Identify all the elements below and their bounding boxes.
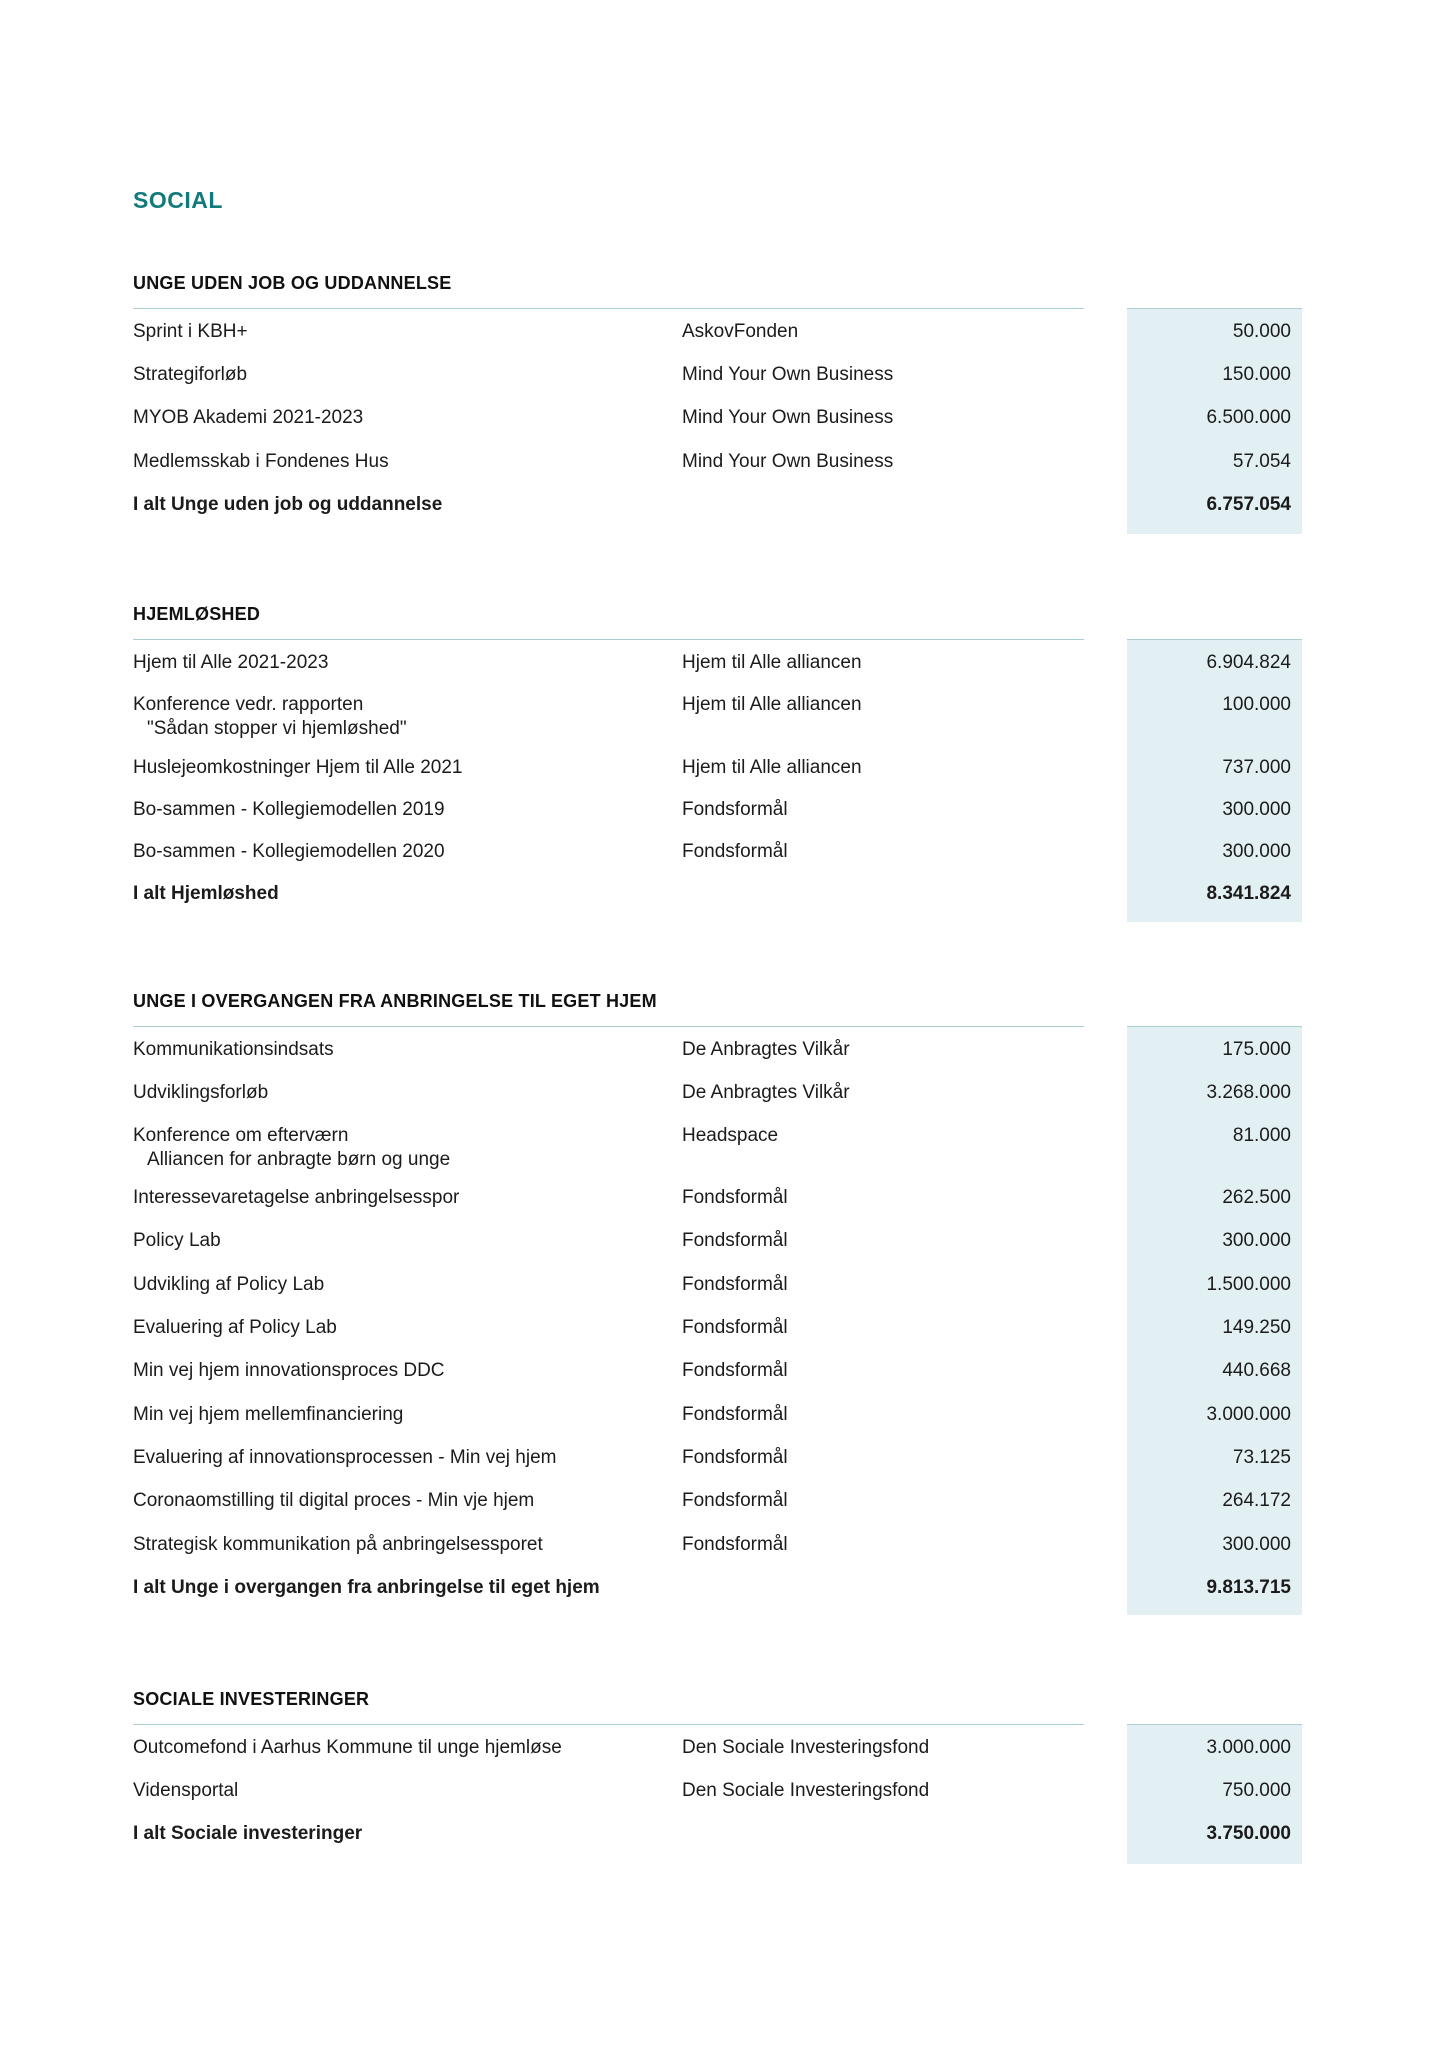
row-recipient: De Anbragtes Vilkår <box>682 1039 850 1060</box>
section-rule <box>133 308 1084 309</box>
section-sociale-investeringer <box>133 1688 1303 1844</box>
row-name: Policy Lab <box>133 1230 221 1251</box>
row-recipient: Mind Your Own Business <box>682 364 894 385</box>
row-amount: 264.172 <box>1222 1490 1291 1511</box>
row-name: Coronaomstilling til digital proces - Min vje hjem <box>133 1490 535 1511</box>
row-name: Evaluering af Policy Lab <box>133 1317 337 1338</box>
total-label: I alt Unge i overgangen fra anbringelse til eget hjem <box>133 1577 600 1598</box>
total-amount: 9.813.715 <box>1206 1577 1291 1598</box>
total-amount: 6.757.054 <box>1206 494 1291 515</box>
row-name: Evaluering af innovationsprocessen - Min vej hjem <box>133 1447 557 1468</box>
section-hjemloshed <box>133 603 1303 904</box>
row-recipient: Hjem til Alle alliancen <box>682 652 862 673</box>
section-heading: UNGE I OVERGANGEN FRA ANBRINGELSE TIL EGET HJEM <box>133 991 657 1011</box>
row-recipient: Mind Your Own Business <box>682 407 894 428</box>
section-unge-uden-job <box>133 272 1303 515</box>
row-amount: 300.000 <box>1222 799 1291 820</box>
row-recipient: Mind Your Own Business <box>682 451 894 472</box>
section-rule <box>133 1026 1084 1027</box>
total-label: I alt Sociale investeringer <box>133 1823 363 1844</box>
row-name <box>133 693 673 741</box>
row-amount: 3.268.000 <box>1206 1082 1291 1103</box>
row-name: Kommunikationsindsats <box>133 1039 334 1060</box>
amount-column-background <box>1127 639 1302 922</box>
row-recipient: Fondsformål <box>682 1447 788 1468</box>
row-name-main: Konference vedr. rapporten <box>133 694 364 715</box>
row-name: MYOB Akademi 2021-2023 <box>133 407 364 428</box>
row-recipient: Fondsformål <box>682 1490 788 1511</box>
row-amount: 750.000 <box>1222 1780 1291 1801</box>
row-name: Medlemsskab i Fondenes Hus <box>133 451 389 472</box>
section-rule <box>133 1724 1084 1725</box>
row-recipient: Fondsformål <box>682 1230 788 1251</box>
row-name-main: Konference om efterværn <box>133 1125 349 1146</box>
row-recipient: Hjem til Alle alliancen <box>682 757 862 778</box>
section-rule <box>133 639 1084 640</box>
row-amount: 440.668 <box>1222 1360 1291 1381</box>
row-amount: 175.000 <box>1222 1039 1291 1060</box>
row-name: Min vej hjem innovationsproces DDC <box>133 1360 445 1381</box>
row-amount: 81.000 <box>1232 1125 1291 1146</box>
row-recipient: Den Sociale Investeringsfond <box>682 1737 930 1758</box>
row-amount: 300.000 <box>1222 1534 1291 1555</box>
row-name: Bo-sammen - Kollegiemodellen 2019 <box>133 799 445 820</box>
row-amount: 737.000 <box>1222 757 1291 778</box>
row-name: Vidensportal <box>133 1780 239 1801</box>
row-amount: 262.500 <box>1222 1187 1291 1208</box>
row-amount: 300.000 <box>1222 841 1291 862</box>
row-name: Huslejeomkostninger Hjem til Alle 2021 <box>133 757 463 778</box>
row-name: Interessevaretagelse anbringelsesspor <box>133 1187 460 1208</box>
row-recipient: Fondsformål <box>682 841 788 862</box>
row-amount: 73.125 <box>1232 1447 1291 1468</box>
row-amount: 3.000.000 <box>1206 1404 1291 1425</box>
row-name: Sprint i KBH+ <box>133 321 248 342</box>
row-recipient: Fondsformål <box>682 1534 788 1555</box>
section-heading: SOCIALE INVESTERINGER <box>133 1689 370 1709</box>
row-recipient: AskovFonden <box>682 321 799 342</box>
row-name: Strategisk kommunikation på anbringelsessporet <box>133 1534 543 1555</box>
page-title: SOCIAL <box>133 187 223 213</box>
row-amount: 300.000 <box>1222 1230 1291 1251</box>
row-amount: 6.500.000 <box>1206 407 1291 428</box>
row-recipient: De Anbragtes Vilkår <box>682 1082 850 1103</box>
row-recipient: Fondsformål <box>682 1360 788 1381</box>
row-recipient: Fondsformål <box>682 799 788 820</box>
row-name-sub: Alliancen for anbragte børn og unge <box>147 1149 451 1170</box>
row-name: Hjem til Alle 2021-2023 <box>133 652 329 673</box>
total-amount: 3.750.000 <box>1206 1823 1291 1844</box>
section-heading: HJEMLØSHED <box>133 604 261 624</box>
total-label: I alt Hjemløshed <box>133 883 279 904</box>
row-recipient: Fondsformål <box>682 1187 788 1208</box>
total-amount: 8.341.824 <box>1206 883 1291 904</box>
row-amount: 6.904.824 <box>1206 652 1291 673</box>
row-name-sub: "Sådan stopper vi hjemløshed" <box>147 718 407 739</box>
row-recipient: Hjem til Alle alliancen <box>682 694 862 715</box>
total-label: I alt Unge uden job og uddannelse <box>133 494 443 515</box>
row-recipient: Fondsformål <box>682 1317 788 1338</box>
row-amount: 100.000 <box>1222 694 1291 715</box>
row-recipient: Den Sociale Investeringsfond <box>682 1780 930 1801</box>
row-name: Outcomefond i Aarhus Kommune til unge hjemløse <box>133 1737 562 1758</box>
row-name: Udviklingsforløb <box>133 1082 269 1103</box>
row-amount: 150.000 <box>1222 364 1291 385</box>
row-name: Bo-sammen - Kollegiemodellen 2020 <box>133 841 445 862</box>
row-recipient: Fondsformål <box>682 1274 788 1295</box>
row-amount: 3.000.000 <box>1206 1737 1291 1758</box>
section-unge-i-overgangen <box>133 990 1303 1598</box>
row-name <box>133 1124 673 1172</box>
row-amount: 149.250 <box>1222 1317 1291 1338</box>
row-recipient: Headspace <box>682 1125 779 1146</box>
row-recipient: Fondsformål <box>682 1404 788 1425</box>
row-name: Min vej hjem mellemfinanciering <box>133 1404 404 1425</box>
row-amount: 50.000 <box>1232 321 1291 342</box>
section-heading: UNGE UDEN JOB OG UDDANNELSE <box>133 273 452 293</box>
row-name: Strategiforløb <box>133 364 248 385</box>
row-amount: 57.054 <box>1232 451 1291 472</box>
row-name: Udvikling af Policy Lab <box>133 1274 325 1295</box>
row-amount: 1.500.000 <box>1206 1274 1291 1295</box>
